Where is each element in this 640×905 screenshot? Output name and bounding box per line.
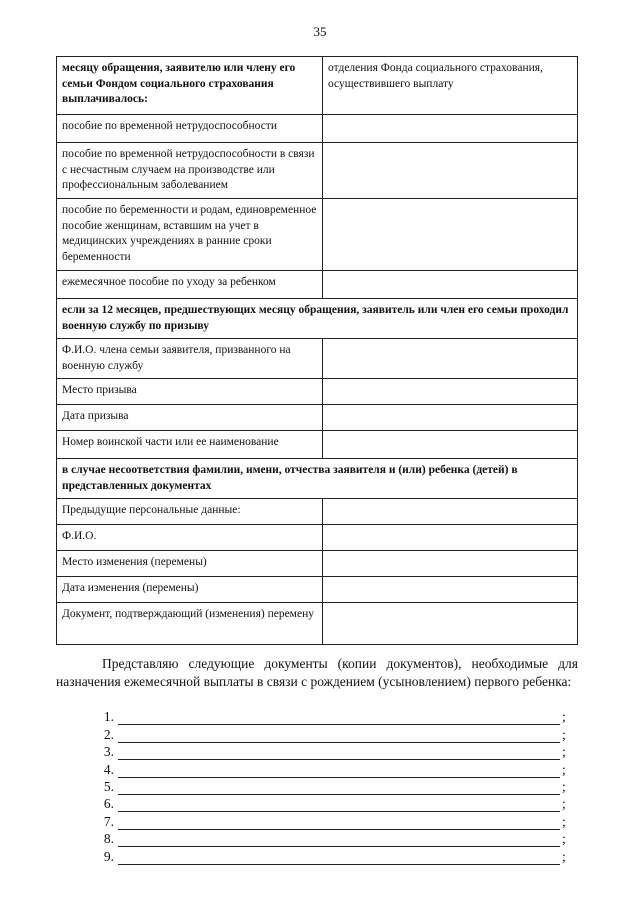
field-label: Документ, подтверждающий (изменения) перемену xyxy=(57,603,323,645)
document-number: 2. xyxy=(103,726,114,742)
field-value[interactable] xyxy=(323,339,578,379)
form-row xyxy=(57,405,578,431)
document-line xyxy=(56,708,578,725)
form-row xyxy=(57,271,578,299)
document-blank-line[interactable] xyxy=(118,834,560,847)
document-line xyxy=(56,778,578,795)
document-number: 4. xyxy=(103,761,114,777)
form-row xyxy=(57,199,578,271)
document-line xyxy=(56,812,578,829)
form-row xyxy=(57,379,578,405)
field-label: пособие по беременности и родам, единовременное пособие женщинам, вставшим на учет в медицинских учреждениях в ранние сроки беременности xyxy=(57,199,323,271)
document-line-end: ; xyxy=(562,778,566,794)
form-row xyxy=(57,525,578,551)
page-number: 35 xyxy=(313,24,327,39)
form-table-body xyxy=(57,57,578,645)
document-line xyxy=(56,830,578,847)
document-blank-line[interactable] xyxy=(118,747,560,760)
field-value[interactable] xyxy=(323,379,578,405)
field-label: Место призыва xyxy=(57,379,323,405)
field-value[interactable] xyxy=(323,199,578,271)
form-row xyxy=(57,551,578,577)
section-header-row xyxy=(57,299,578,339)
document-line-end: ; xyxy=(562,848,566,864)
document-line-end: ; xyxy=(562,831,566,847)
document-line-end: ; xyxy=(562,709,566,725)
field-value[interactable] xyxy=(323,551,578,577)
field-label: Дата изменения (перемены) xyxy=(57,577,323,603)
field-label: пособие по временной нетрудоспособности в связи с несчастным случаем на производстве или профессиональным заболеванием xyxy=(57,143,323,199)
field-value[interactable] xyxy=(323,143,578,199)
document-line xyxy=(56,760,578,777)
document-line xyxy=(56,725,578,742)
field-value[interactable] xyxy=(323,577,578,603)
document-number: 1. xyxy=(103,709,114,725)
form-row xyxy=(57,143,578,199)
form-row xyxy=(57,499,578,525)
document-line-end: ; xyxy=(562,796,566,812)
field-label: Дата призыва xyxy=(57,405,323,431)
document-number: 8. xyxy=(103,831,114,847)
field-value[interactable] xyxy=(323,431,578,459)
document-line-end: ; xyxy=(562,744,566,760)
document-line xyxy=(56,847,578,864)
application-form-table xyxy=(56,56,578,645)
field-label: Ф.И.О. xyxy=(57,525,323,551)
section-header-row xyxy=(57,459,578,499)
document-blank-line[interactable] xyxy=(118,765,560,778)
document-blank-line[interactable] xyxy=(118,730,560,743)
document-line xyxy=(56,743,578,760)
field-label: Место изменения (перемены) xyxy=(57,551,323,577)
field-value[interactable] xyxy=(323,499,578,525)
form-row xyxy=(57,431,578,459)
form-row xyxy=(57,577,578,603)
field-value[interactable]: отделения Фонда социального страхования, осуществившего выплату xyxy=(323,57,578,115)
field-label: Ф.И.О. члена семьи заявителя, призванного на военную службу xyxy=(57,339,323,379)
document-number: 7. xyxy=(103,813,114,829)
document-number: 3. xyxy=(103,744,114,760)
field-label: месяцу обращения, заявителю или члену его семьи Фондом социального страхования выплачивалось: xyxy=(57,57,323,115)
document-line-end: ; xyxy=(562,813,566,829)
section-header: в случае несоответствия фамилии, имени, отчества заявителя и (или) ребенка (детей) в представленных документах xyxy=(57,459,578,499)
form-row xyxy=(57,115,578,143)
field-label: Номер воинской части или ее наименование xyxy=(57,431,323,459)
field-label: пособие по временной нетрудоспособности xyxy=(57,115,323,143)
form-row xyxy=(57,339,578,379)
field-label: ежемесячное пособие по уходу за ребенком xyxy=(57,271,323,299)
document-line xyxy=(56,795,578,812)
field-value[interactable] xyxy=(323,603,578,645)
document-number: 6. xyxy=(103,796,114,812)
document-blank-line[interactable] xyxy=(118,799,560,812)
section-header: если за 12 месяцев, предшествующих месяцу обращения, заявитель или член его семьи проходил военную службу по призыву xyxy=(57,299,578,339)
field-value[interactable] xyxy=(323,115,578,143)
form-row xyxy=(57,57,578,115)
documents-intro-text: Представляю следующие документы (копии документов), необходимые для назначения ежемесячной выплаты в связи с рождением (усыновлением) первого ребенка: xyxy=(56,656,578,689)
field-value[interactable] xyxy=(323,271,578,299)
field-label: Предыдущие персональные данные: xyxy=(57,499,323,525)
document-number: 9. xyxy=(103,848,114,864)
form-row xyxy=(57,603,578,645)
document-blank-line[interactable] xyxy=(118,852,560,865)
document-line-end: ; xyxy=(562,726,566,742)
field-value[interactable] xyxy=(323,405,578,431)
documents-intro xyxy=(56,655,578,690)
documents-list xyxy=(56,708,578,865)
document-blank-line[interactable] xyxy=(118,782,560,795)
document-number: 5. xyxy=(103,778,114,794)
document-blank-line[interactable] xyxy=(118,817,560,830)
field-value[interactable] xyxy=(323,525,578,551)
document-line-end: ; xyxy=(562,761,566,777)
document-blank-line[interactable] xyxy=(118,712,560,725)
